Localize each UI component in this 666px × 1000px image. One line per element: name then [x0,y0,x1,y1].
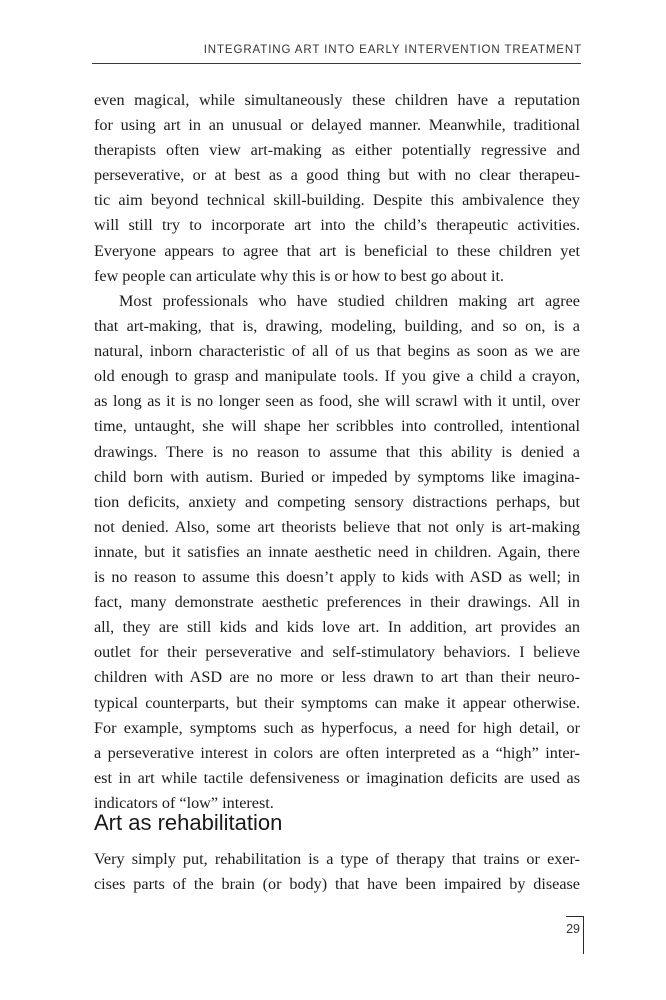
text-line: innate, but it satisfies an innate aesthetic need in children. Again, there [94,542,580,561]
paragraph-3 [94,847,580,897]
text-line: children with ASD are no more or less drawn to art than their neuro- [94,668,580,687]
text-line: few people can articulate why this is or how to best go about it. [94,266,504,285]
text-line: that art-making, that is, drawing, modeling, building, and so on, is a [94,317,580,336]
text-line: cises parts of the brain (or body) that have been impaired by disease [94,875,580,894]
text-line: for using art in an unusual or delayed manner. Meanwhile, traditional [94,116,580,135]
page-number: 29 [566,922,580,936]
text-line: a perseverative interest in colors are often interpreted as a “high” inter- [94,743,580,762]
running-header: INTEGRATING ART INTO EARLY INTERVENTION TREATMENT [203,44,582,56]
text-line: old enough to grasp and manipulate tools. If you give a child a crayon, [94,367,580,386]
text-line: natural, inborn characteristic of all of us that begins as soon as we are [94,342,580,361]
paragraph-1 [94,88,580,289]
text-line: Very simply put, rehabilitation is a type of therapy that trains or exer- [94,850,580,868]
text-line: tion deficits, anxiety and competing sensory distractions perhaps, but [94,492,580,511]
text-line: all, they are still kids and kids love art. In addition, art provides an [94,618,580,637]
text-line: not denied. Also, some art theorists believe that not only is art-making [94,517,580,536]
text-line: tic aim beyond technical skill-building. Despite this ambivalence they [94,191,580,210]
paragraph-2 [94,289,580,816]
section-heading: Art as rehabilitation [94,810,283,835]
text-line: outlet for their perseverative and self-stimulatory behaviors. I believe [94,643,580,662]
text-line: even magical, while simultaneously these children have a reputation [94,91,580,109]
text-line: as long as it is no longer seen as food, she will scrawl with it until, over [94,392,580,411]
text-line: est in art while tactile defensiveness or imagination deficits are used as [94,768,580,787]
text-line: therapists often view art-making as either potentially regressive and [94,141,580,160]
text-line: child born with autism. Buried or impeded by symptoms like imagina- [94,467,580,486]
text-line: For example, symptoms such as hyperfocus, a need for high detail, or [94,718,580,737]
text-line: Most professionals who have studied children making art agree [119,292,580,310]
text-line: indicators of “low” interest. [94,793,274,812]
text-line: perseverative, or at best as a good thing but with no clear therapeu- [94,166,580,185]
header-rule [92,63,581,64]
text-line: drawings. There is no reason to assume that this ability is denied a [94,442,580,461]
text-line: fact, many demonstrate aesthetic preferences in their drawings. All in [94,593,580,612]
text-line: Everyone appears to agree that art is beneficial to these children yet [94,241,580,260]
text-line: will still try to incorporate art into the child’s therapeutic activities. [94,216,580,235]
page-corner-mark [566,916,584,917]
text-line: time, untaught, she will shape her scribbles into controlled, intentional [94,417,580,436]
page-corner-mark-vertical [583,916,584,954]
text-line: is no reason to assume this doesn’t apply to kids with ASD as well; in [94,568,580,587]
text-line: typical counterparts, but their symptoms can make it appear otherwise. [94,693,580,712]
